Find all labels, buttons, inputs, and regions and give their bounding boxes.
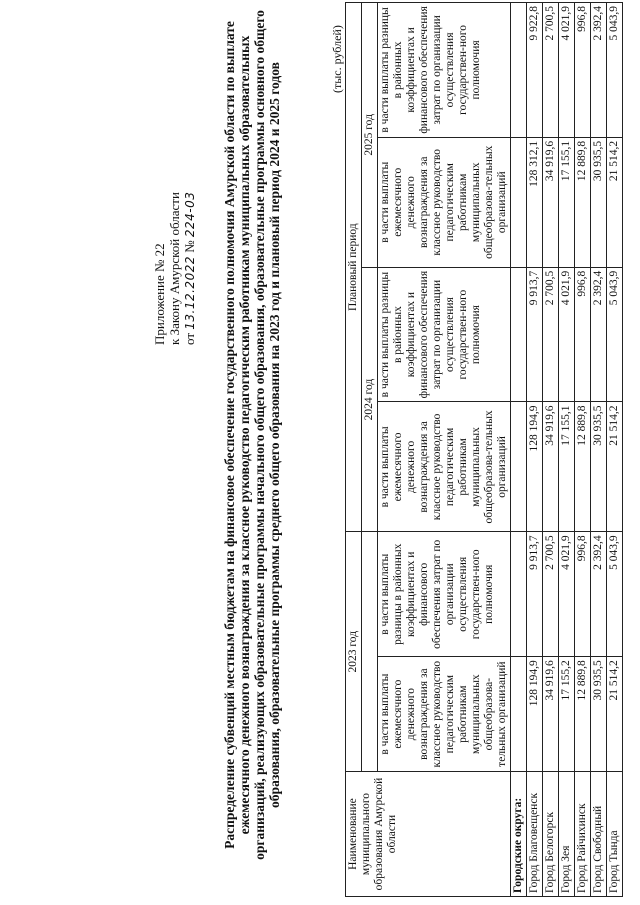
cell-b2025: 2 700,5 [543,3,559,138]
row-name: Город Белогорск [543,772,559,897]
group-cell [511,267,527,402]
cell-a2023: 21 514,2 [607,657,623,772]
header-2023-b: в части выплаты разницы в районных коэффициентах и финансового обеспечения затрат по организации осуществления государствен-ного полномочия [378,532,511,657]
cell-a2024: 12 889,8 [575,402,591,532]
cell-b2024: 996,8 [575,267,591,402]
group-label: Городские округа: [511,772,527,897]
header-2024-b: в части выплаты разницы в районных коэффициентах и финансового обеспечения затрат по организации осуществления государствен-ного полномочия [378,267,511,402]
cell-b2023: 5 043,9 [607,532,623,657]
cell-b2023: 2 392,4 [591,532,607,657]
cell-b2023: 4 021,9 [559,532,575,657]
cell-a2025: 34 919,6 [543,137,559,267]
table-row [559,3,575,897]
appendix-date-line [182,15,198,345]
group-cell [511,657,527,772]
header-row-2 [362,3,378,897]
document-title: Распределение субвенций местным бюджетам на финансовое обеспечение государственного полномочия Амурской области по выплате ежемесячного денежного вознаграждения за классное руководство педагогическим работникам муниципальных образовательных организаций, реализующих образовательные программы начального общего образования, образовательные программы основного общего образования, образовательные программы среднего общего образования на 2023 год и плановый период 2024 и 2025 годов [222,10,282,860]
header-row-3 [378,3,511,897]
header-2025-b: в части выплаты разницы в районных коэффициентах и финансового обеспечения затрат по организации осуществления государствен-ного полномочия [378,3,511,138]
unit-label: (тыс. рублей) [330,25,344,93]
header-2024-a: в части выплаты ежемесячного денежного вознаграждения за классное руководство педагогическим работникам муниципальных общеобразова-тельных организаций [378,402,511,532]
header-2023-a: в части выплаты ежемесячного денежного вознаграждения за классное руководство педагогическим работникам муниципальных общеобразова-тельных организаций [378,657,511,772]
header-2025: 2025 год [362,3,378,268]
cell-b2023: 9 913,7 [527,532,543,657]
header-municipality: Наименование муниципального образования Амурской области [346,772,511,897]
cell-a2023: 128 194,9 [527,657,543,772]
cell-a2024: 17 155,1 [559,402,575,532]
header-2023: 2023 год [346,532,362,772]
cell-a2024: 34 919,6 [543,402,559,532]
table-row [543,3,559,897]
cell-a2025: 17 155,1 [559,137,575,267]
cell-a2024: 21 514,2 [607,402,623,532]
group-cell [511,532,527,657]
cell-a2024: 128 194,9 [527,402,543,532]
cell-b2025: 5 043,9 [607,3,623,138]
row-name: Город Райчихинск [575,772,591,897]
appendix-header [152,15,198,345]
appendix-law-number: 224-03 [183,191,197,238]
cell-a2023: 30 935,5 [591,657,607,772]
cell-a2025: 12 889,8 [575,137,591,267]
cell-b2025: 2 392,4 [591,3,607,138]
cell-b2025: 4 021,9 [559,3,575,138]
row-name: Город Благовещенск [527,772,543,897]
table-row [591,3,607,897]
group-cell [511,402,527,532]
cell-b2024: 2 392,4 [591,267,607,402]
header-2024: 2024 год [362,267,378,532]
cell-a2025: 128 312,1 [527,137,543,267]
cell-a2023: 34 919,6 [543,657,559,772]
cell-b2025: 996,8 [575,3,591,138]
group-row [511,3,527,897]
table-row [527,3,543,897]
appendix-date: 13.12.2022 [183,256,197,330]
row-name: Город Зея [559,772,575,897]
subvention-table [345,2,623,897]
cell-b2023: 996,8 [575,532,591,657]
table-row [575,3,591,897]
row-name: Город Тында [607,772,623,897]
cell-b2024: 2 700,5 [543,267,559,402]
cell-a2025: 30 935,5 [591,137,607,267]
header-2023-spacer [362,532,378,772]
cell-a2023: 17 155,2 [559,657,575,772]
header-planned-period: Плановый период [346,3,362,532]
cell-a2025: 21 514,2 [607,137,623,267]
header-row-1 [346,3,362,897]
cell-a2024: 30 935,5 [591,402,607,532]
cell-b2024: 4 021,9 [559,267,575,402]
header-2025-a: в части выплаты ежемесячного денежного вознаграждения за классное руководство педагогическим работникам муниципальных общеобразова-тельных организаций [378,137,511,267]
cell-a2023: 12 889,8 [575,657,591,772]
appendix-number: Приложение № 22 [152,243,167,345]
cell-b2023: 2 700,5 [543,532,559,657]
cell-b2024: 9 913,7 [527,267,543,402]
appendix-law: к Закону Амурской области [167,192,182,345]
appendix-no-prefix: № [182,240,197,253]
table-row [607,3,623,897]
group-cell [511,137,527,267]
row-name: Город Свободный [591,772,607,897]
group-cell [511,3,527,138]
cell-b2025: 9 922,8 [527,3,543,138]
cell-b2024: 5 043,9 [607,267,623,402]
rotated-landscape-content [130,0,640,905]
appendix-date-prefix: от [182,332,197,345]
